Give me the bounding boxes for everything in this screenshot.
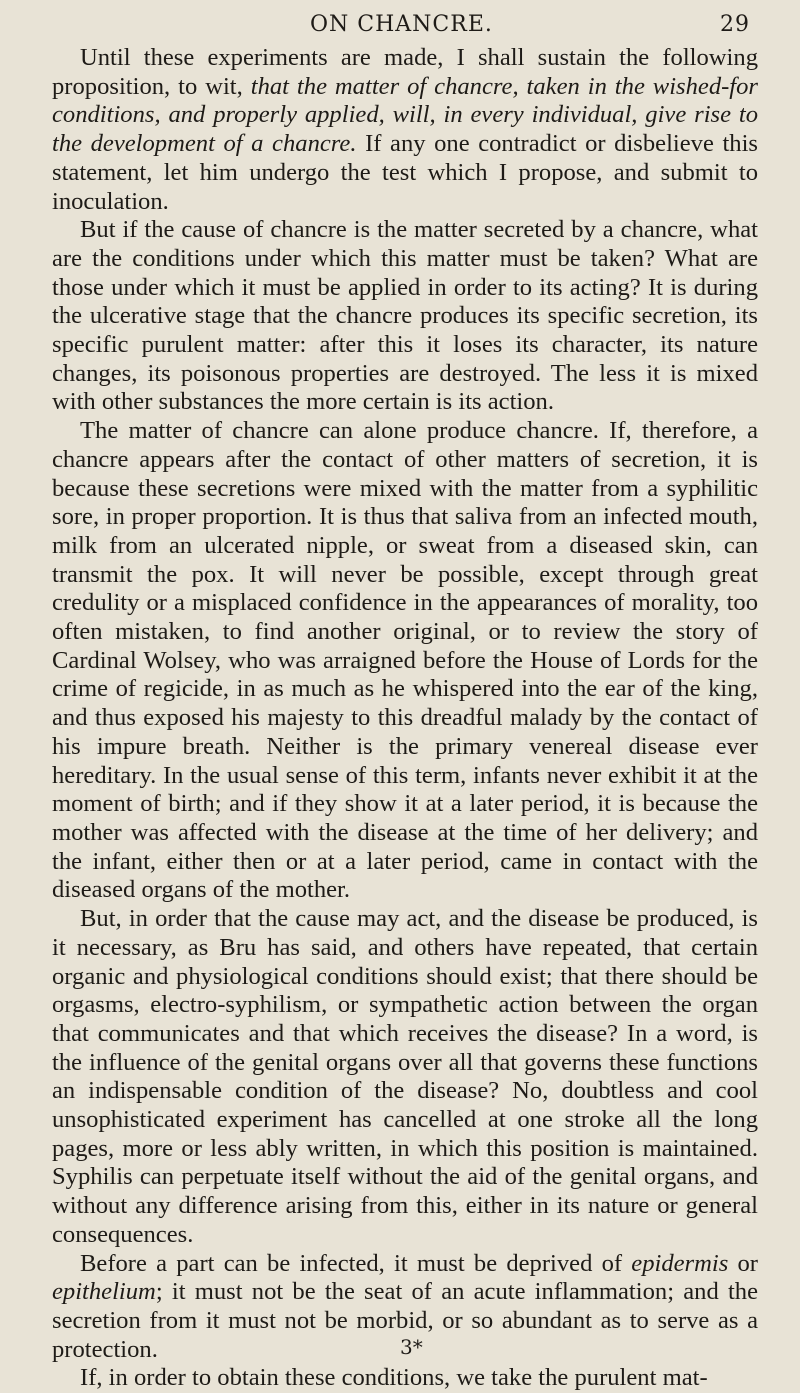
running-title: ON CHANCRE. xyxy=(310,12,493,37)
text-segment: If any one contradict or disbelieve this statement, let him undergo the test which I propose, and submit to inoculation. xyxy=(52,130,758,215)
paragraph xyxy=(52,216,758,417)
text-segment: The matter of chancre can alone produce chancre. If, therefore, a chancre appears after the contact of other matters of secretion, it is because these secretions were mixed with the matter from a syphilitic sore, in proper proportion. It is thus that saliva from an infected mouth, milk from an ulcerated nipple, or sweat from a diseased skin, can transmit the pox. It will never be possible, except through great credulity or a misplaced confidence in the appearances of morality, too often mistaken, to find another original, or to review the story of Cardinal Wolsey, who was arraigned before the House of Lords for the crime of regicide, in as much as he whispered into the ear of the king, and thus exposed his majesty to this dreadful malady by the contact of his impure breath. Neither is the primary venereal disease ever hereditary. In the usual sense of this term, infants never exhibit it at the moment of birth; and if they show it at a later period, it is because the mother was affected with the disease at the time of her delivery; and the infant, either then or at a later period, came in contact with the diseased organs of the mother. xyxy=(52,417,758,904)
paragraph xyxy=(52,44,758,216)
text-segment: Until these experiments are made, I shall sustain the following proposition, to wit, xyxy=(52,44,758,100)
text-segment: But, in order that the cause may act, and the disease be produced, is it necessary, as Bru has said, and others have repeated, that certain organic and physiological conditions should exist; that there should be orgasms, electro-syphilism, or sympathetic action between the organ that communicates and that which receives the disease? In a word, is the influence of the genital organs over all that governs these functions an indispensable condition of the disease? No, doubtless and cool unsophisticated experiment has cancelled at one stroke all the long pages, more or less ably written, in which this position is maintained. Syphilis can perpetuate itself without the aid of the genital organs, and without any difference arising from this, either in its nature or general consequences. xyxy=(52,905,758,1248)
text-segment-italic: that the matter of chancre, taken in the wished-for conditions, and properly applied, will, in every individual, give rise to the development of a chancre. xyxy=(52,72,759,158)
page-header xyxy=(52,10,758,44)
text-segment-italic: epithelium xyxy=(52,1278,156,1306)
body-text xyxy=(52,44,758,1393)
text-segment: ; it must not be the seat of an acute inflammation; and the secretion from it must not be morbid, or so abundant as to serve as a protection. xyxy=(52,1278,758,1363)
text-segment: If, in order to obtain these conditions, we take the purulent mat- xyxy=(80,1364,708,1392)
text-segment: Before a part can be infected, it must be deprived of xyxy=(80,1249,632,1277)
paragraph xyxy=(52,1364,758,1393)
paragraph xyxy=(52,417,758,905)
text-segment: or xyxy=(728,1249,758,1277)
paragraph xyxy=(52,905,758,1249)
signature-mark: 3* xyxy=(400,1335,423,1359)
text-segment-italic: epidermis xyxy=(631,1249,729,1277)
page-number: 29 xyxy=(720,12,750,37)
text-segment: But if the cause of chancre is the matter secreted by a chancre, what are the conditions under which this matter must be taken? What are those under which it must be applied in order to its acting? It is during the ulcerative stage that the chancre produces its specific secretion, its specific purulent matter: after this it loses its character, its nature changes, its poisonous properties are destroyed. The less it is mixed with other substances the more certain is its action. xyxy=(52,216,758,416)
